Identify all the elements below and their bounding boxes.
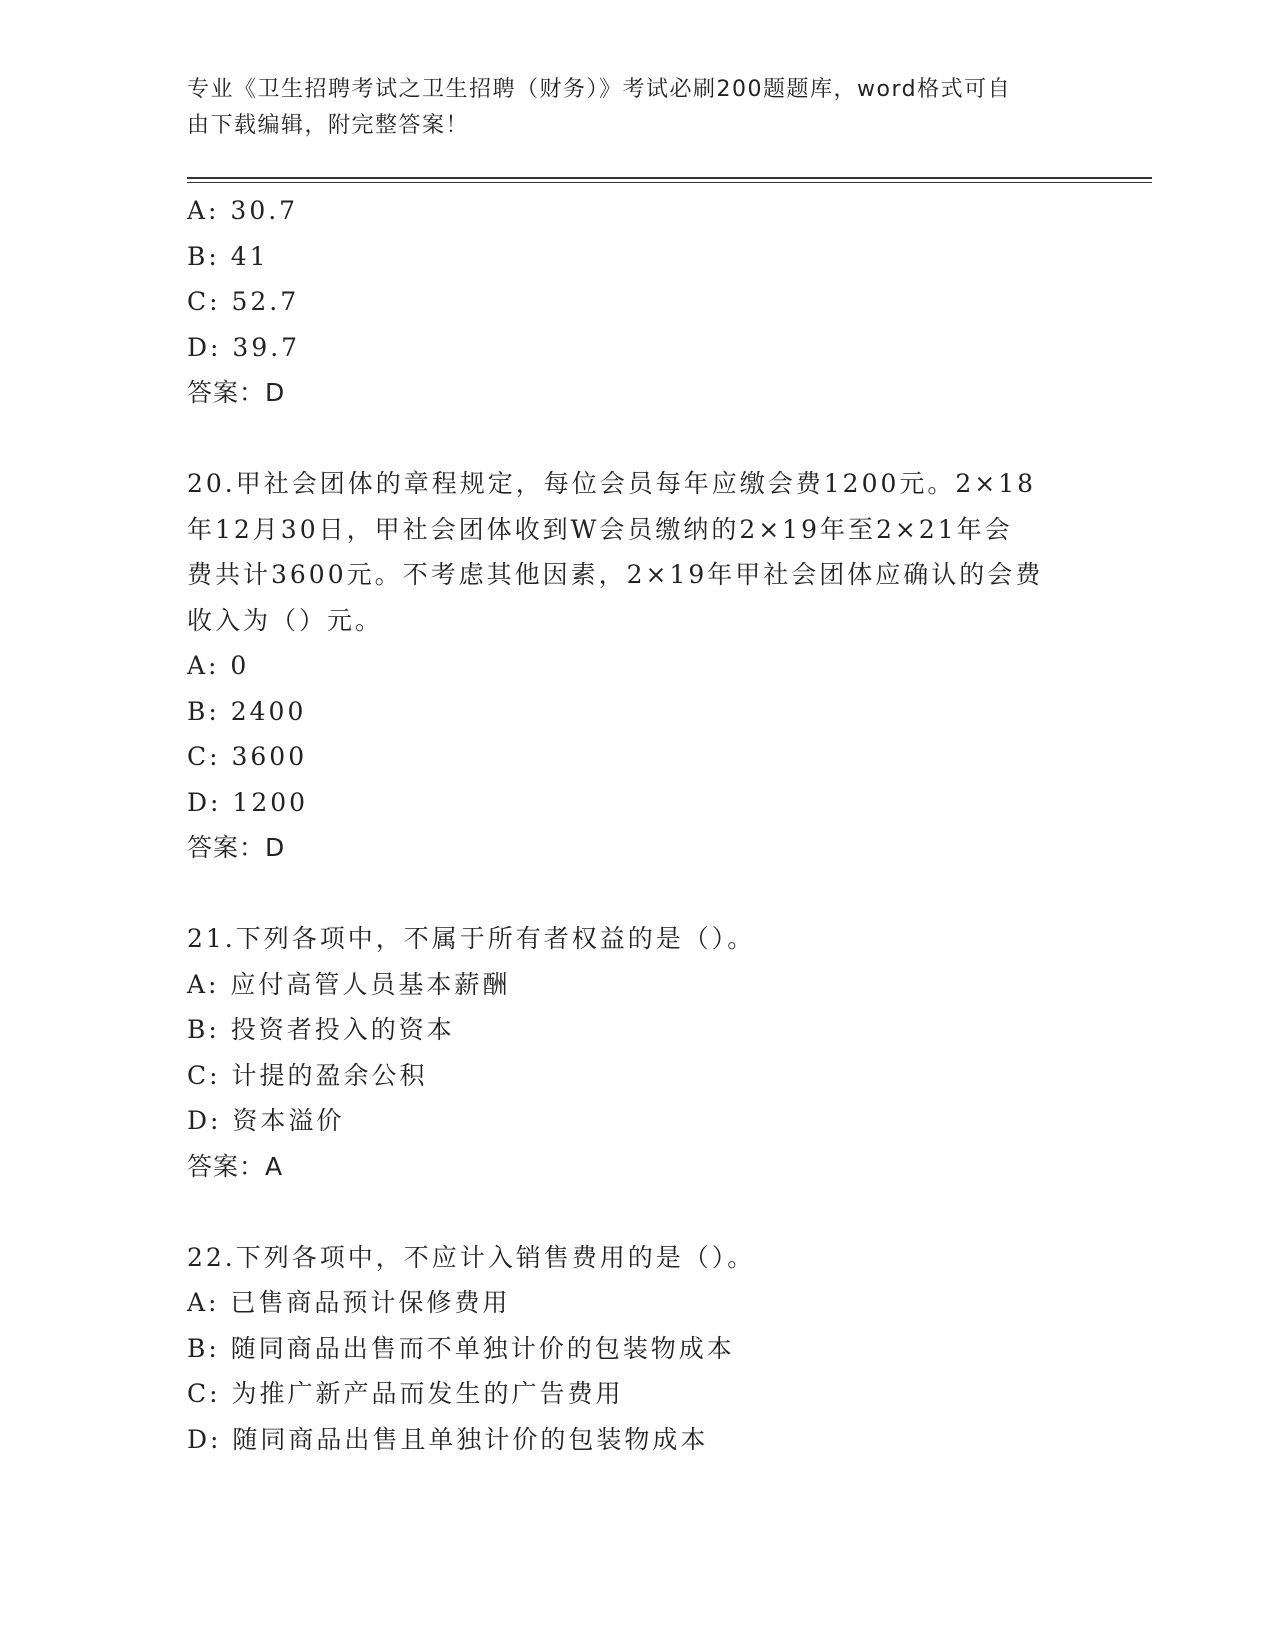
document-header <box>187 72 1067 144</box>
header-divider-thin <box>187 182 1152 183</box>
question-text-line: 20.甲社会团体的章程规定，每位会员每年应缴会费1200元。2×18 <box>187 469 1037 498</box>
option-d: D: 39.7 <box>187 332 301 362</box>
option-d: D: 随同商品出售且单独计价的包装物成本 <box>187 1424 709 1454</box>
answer: 答案：D <box>187 378 286 407</box>
question-19-tail <box>187 188 1067 416</box>
question-list <box>187 188 1067 1462</box>
option-a: A: 0 <box>187 651 250 680</box>
question-text-line: 费共计3600元。不考虑其他因素，2×19年甲社会团体应确认的会费 <box>187 560 1044 589</box>
option-c: C: 52.7 <box>187 287 300 316</box>
answer: 答案：D <box>187 833 286 862</box>
option-b: B: 2400 <box>187 696 307 726</box>
header-line-2: 由下载编辑，附完整答案！ <box>187 113 470 138</box>
header-line-1: 专业《卫生招聘考试之卫生招聘（财务）》考试必刷200题题库，word格式可自 <box>187 77 1012 102</box>
answer: 答案：A <box>187 1151 284 1181</box>
option-c: C: 3600 <box>187 742 308 771</box>
question-text-line: 收入为（）元。 <box>187 605 384 635</box>
option-b: B: 41 <box>187 241 269 271</box>
question-text-line: 22.下列各项中，不应计入销售费用的是（）。 <box>187 1242 756 1272</box>
option-b: B: 随同商品出售而不单独计价的包装物成本 <box>187 1333 735 1363</box>
option-a: A: 已售商品预计保修费用 <box>187 1288 511 1317</box>
option-d: D: 1200 <box>187 787 309 817</box>
spacer <box>187 416 1067 462</box>
spacer <box>187 871 1067 917</box>
option-b: B: 投资者投入的资本 <box>187 1015 455 1044</box>
header-divider-thick <box>187 177 1152 179</box>
question-20 <box>187 461 1067 871</box>
question-text-line: 21.下列各项中，不属于所有者权益的是（）。 <box>187 924 756 953</box>
option-c: C: 计提的盈余公积 <box>187 1060 428 1090</box>
option-c: C: 为推广新产品而发生的广告费用 <box>187 1379 624 1408</box>
question-text-line: 年12月30日，甲社会团体收到W会员缴纳的2×19年至2×21年会 <box>187 514 1013 544</box>
spacer <box>187 1189 1067 1235</box>
question-22 <box>187 1235 1067 1463</box>
option-d: D: 资本溢价 <box>187 1106 345 1135</box>
option-a: A: 应付高管人员基本薪酬 <box>187 969 511 999</box>
option-a: A: 30.7 <box>187 196 299 225</box>
question-21 <box>187 916 1067 1189</box>
